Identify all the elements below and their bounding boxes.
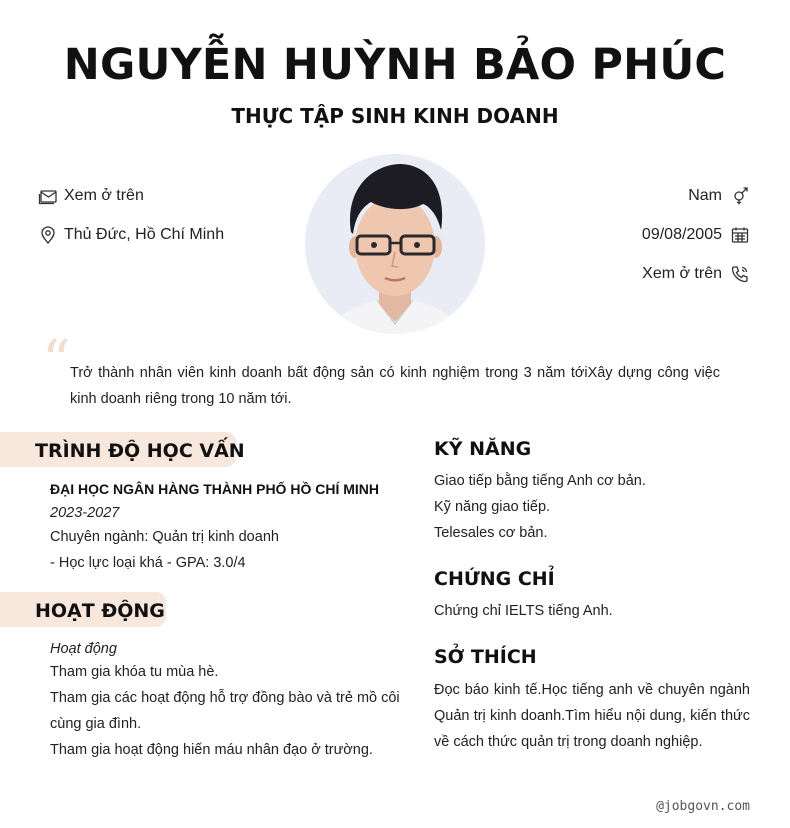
mail-icon [38,186,58,206]
address-value: Thủ Đức, Hồ Chí Minh [64,226,225,243]
hobbies-heading: SỞ THÍCH [434,646,537,668]
list-item: Chứng chỉ IELTS tiếng Anh. [434,603,613,619]
email-value: Xem ở trên [64,187,144,204]
list-item: Telesales cơ bản. [434,525,548,541]
skills-list [434,468,754,546]
phone-icon [730,264,750,284]
portrait-illustration [305,154,485,334]
contact-email [38,186,144,206]
school-name: ĐẠI HỌC NGÂN HÀNG THÀNH PHỐ HỒ CHÍ MINH [50,481,379,497]
list-item: Tham gia hoạt động hiến máu nhân đạo ở trường. [50,742,373,758]
activities-list [50,659,400,763]
job-title: THỰC TẬP SINH KINH DOANH [231,104,559,128]
skills-heading: KỸ NĂNG [434,438,532,460]
location-pin-icon [38,225,58,245]
list-item: Tham gia các hoạt động hỗ trợ đồng bào và trẻ mồ côi cùng gia đình. [50,690,400,732]
calendar-icon [730,225,750,245]
list-item: Tham gia khóa tu mùa hè. [50,664,219,680]
certificates-list [434,598,754,624]
education-gpa: - Học lực loại khá - GPA: 3.0/4 [50,555,246,571]
hobbies-text: Đọc báo kinh tế.Học tiếng anh về chuyên ngành Quản trị kinh doanh.Tìm hiểu nội dung, kiến thức về cách thức quản trị trong doanh nghiệp. [434,682,750,750]
profile-photo [305,154,485,334]
gender-icon [730,186,750,206]
education-period: 2023-2027 [50,505,120,521]
certificates-heading: CHỨNG CHỈ [434,568,555,590]
education-major: Chuyên ngành: Quản trị kinh doanh [50,529,279,545]
career-objective: Trở thành nhân viên kinh doanh bất động sản có kinh nghiệm trong 3 năm tớiXây dựng công việc kinh doanh riêng trong 10 năm tới. [70,365,720,407]
gender-value: Nam [688,187,722,204]
phone-value: Xem ở trên [642,265,722,282]
birthday-value: 09/08/2005 [641,226,722,243]
contact-address [38,225,224,245]
education-heading: TRÌNH ĐỘ HỌC VẤN [35,440,245,462]
activities-subtitle: Hoạt động [50,641,117,657]
contact-phone [490,264,750,284]
activities-heading: HOẠT ĐỘNG [35,600,165,622]
contact-birthday [490,225,750,245]
list-item: Giao tiếp bằng tiếng Anh cơ bản. [434,473,646,489]
quote-icon: “ [42,329,71,394]
watermark: @jobgovn.com [656,799,750,814]
list-item: Kỹ năng giao tiếp. [434,499,551,515]
candidate-name: NGUYỄN HUỲNH BẢO PHÚC [63,40,727,90]
contact-gender [490,186,750,206]
